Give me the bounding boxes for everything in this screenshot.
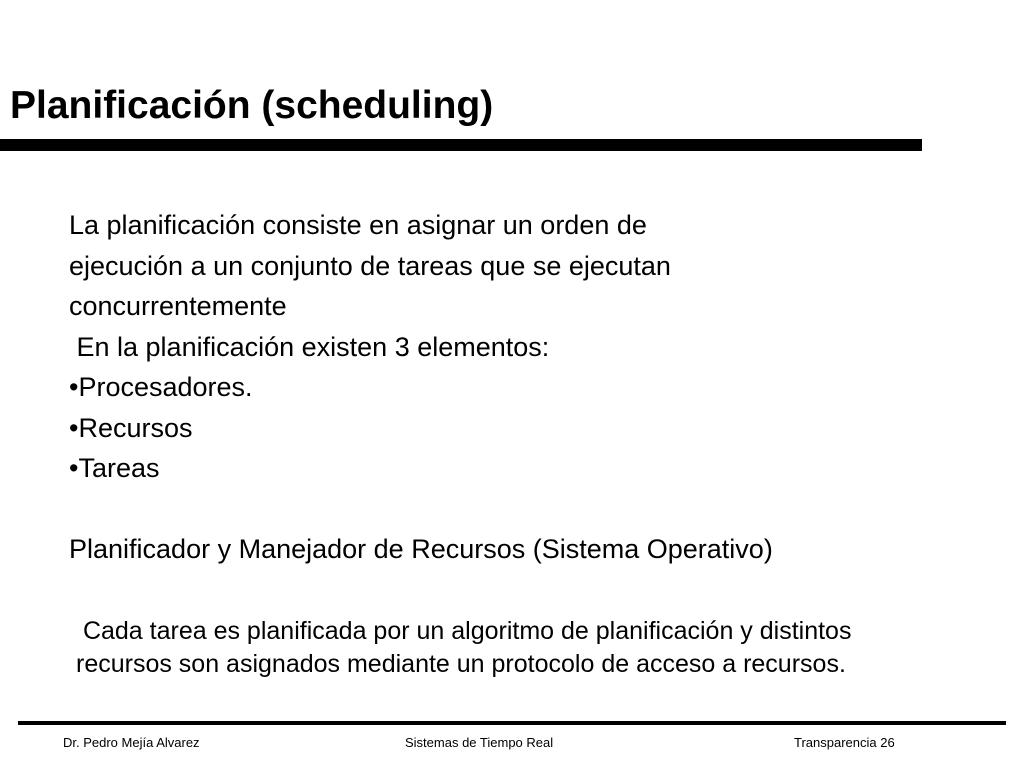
footer-slide-number: Transparencia 26 xyxy=(794,735,895,750)
body-line: La planificación consiste en asignar un orden de xyxy=(69,210,647,240)
footer-divider xyxy=(18,721,1006,725)
title-underline xyxy=(0,139,922,151)
footer-author: Dr. Pedro Mejía Alvarez xyxy=(63,735,200,750)
bullet-item-recursos: •Recursos xyxy=(69,412,193,443)
note-line: recursos son asignados mediante un protocolo de acceso a recursos. xyxy=(76,650,846,678)
slide-title: Planificación (scheduling) xyxy=(10,84,494,127)
slide-note xyxy=(76,615,986,681)
blank-line xyxy=(69,489,969,530)
planner-line: Planificador y Manejador de Recursos (Sistema Operativo) xyxy=(69,534,773,564)
footer-course: Sistemas de Tiempo Real xyxy=(405,735,554,750)
body-line: concurrentemente xyxy=(69,291,287,321)
slide-body xyxy=(69,205,969,570)
bullet-item-tareas: •Tareas xyxy=(69,453,160,483)
bullet-item-procesadores: •Procesadores. xyxy=(69,372,253,402)
body-line: En la planificación existen 3 elementos: xyxy=(69,331,550,362)
note-line: Cada tarea es planificada por un algoritmo de planificación y distintos xyxy=(76,617,852,645)
body-line: ejecución a un conjunto de tareas que se ejecutan xyxy=(69,250,671,281)
